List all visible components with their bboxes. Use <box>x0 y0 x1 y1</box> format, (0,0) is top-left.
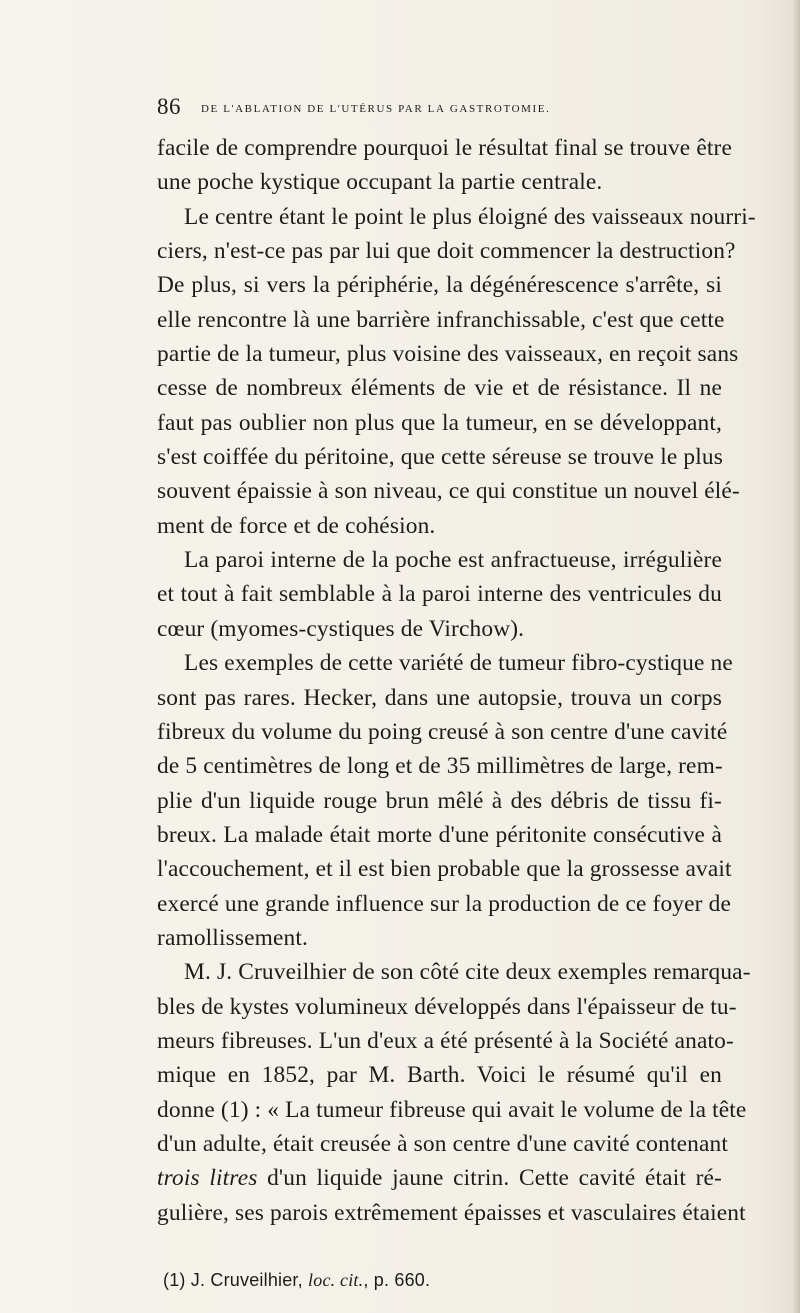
text-line: exercé une grande influence sur la production de ce foyer de <box>157 890 731 917</box>
text-line: breux. La malade était morte d'une péritonite consécutive à <box>157 821 722 848</box>
text-line: plie d'un liquide rouge brun mêlé à des débris de tissu fi- <box>157 787 722 814</box>
text-line: partie de la tumeur, plus voisine des vaisseaux, en reçoit sans <box>157 341 739 368</box>
italic-phrase: trois litres <box>157 1165 258 1192</box>
text-line: trois litres d'un liquide jaune citrin. Cette cavité était ré- <box>157 1165 722 1192</box>
text-line: gulière, ses parois extrêmement épaisses et vasculaires étaient <box>157 1199 746 1226</box>
text-line: souvent épaissie à son niveau, ce qui constitue un nouvel élé- <box>157 478 740 505</box>
running-title: de l'ablation de l'utérus par la gastrotomie. <box>201 99 551 116</box>
text-line: d'un adulte, était creusée à son centre d'une cavité contenant <box>157 1130 729 1157</box>
text-line: facile de comprendre pourquoi le résultat final se trouve être <box>157 135 732 161</box>
text-line: une poche kystique occupant la partie centrale. <box>157 169 603 196</box>
text-line: ment de force et de cohésion. <box>157 512 436 539</box>
text-line: de 5 centimètres de long et de 35 millimètres de large, rem- <box>157 753 723 780</box>
text-line: mique en 1852, par M. Barth. Voici le résumé qu'il en <box>157 1062 722 1089</box>
text-line: l'accouchement, et il est bien probable que la grossesse avait <box>157 856 732 883</box>
text-line: elle rencontre là une barrière infranchissable, c'est que cette <box>157 306 725 333</box>
text-line: fibreux du volume du poing creusé à son centre d'une cavité <box>157 718 728 745</box>
text-line: M. J. Cruveilhier de son côté cite deux exemples remarqua- <box>184 959 751 986</box>
body-text <box>157 131 756 1230</box>
text-line: bles de kystes volumineux développés dans l'épaisseur de tu- <box>157 993 737 1020</box>
text-line: faut pas oublier non plus que la tumeur, en se développant, <box>157 409 722 436</box>
text-line: cœur (myomes-cystiques de Virchow). <box>157 615 525 642</box>
footnote-italic: loc. cit. <box>308 1270 364 1290</box>
text-line: Le centre étant le point le plus éloigné des vaisseaux nourri- <box>184 203 756 230</box>
page-number: 86 <box>157 94 181 119</box>
text-line: meurs fibreuses. L'un d'eux a été présenté à la Société anato- <box>157 1027 734 1054</box>
text-line: cesse de nombreux éléments de vie et de résistance. Il ne <box>157 375 722 402</box>
text-line: et tout à fait semblable à la paroi interne des ventricules du <box>157 581 722 608</box>
text-line: De plus, si vers la périphérie, la dégénérescence s'arrête, si <box>157 272 722 299</box>
page-edge-shadow <box>792 0 800 1313</box>
text-line: sont pas rares. Hecker, dans une autopsie, trouva un corps <box>157 684 722 711</box>
text-line: s'est coiffée du péritoine, que cette séreuse se trouve le plus <box>157 444 723 471</box>
text-line: La paroi interne de la poche est anfractueuse, irrégulière <box>184 547 722 574</box>
text-line: donne (1) : « La tumeur fibreuse qui avait le volume de la tête <box>157 1096 747 1123</box>
running-header <box>157 94 717 124</box>
footnote <box>163 1270 430 1291</box>
text-line: Les exemples de cette variété de tumeur fibro-cystique ne <box>184 650 733 677</box>
footnote-rest: , p. 660. <box>363 1270 431 1290</box>
text-line: ciers, n'est-ce pas par lui que doit commencer la destruction? <box>157 238 736 265</box>
text-line: ramollissement. <box>157 924 309 951</box>
footnote-marker: (1) J. Cruveilhier, <box>163 1270 309 1290</box>
